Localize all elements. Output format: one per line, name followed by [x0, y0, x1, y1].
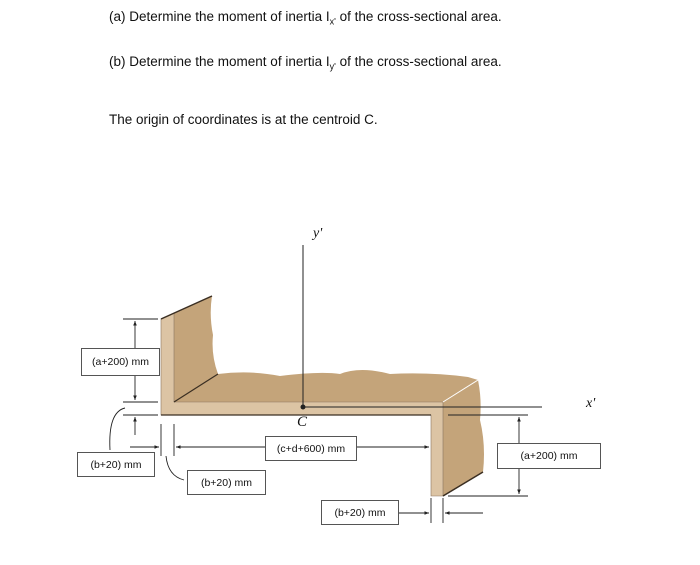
question-b-subscript: y' [329, 61, 336, 72]
dim-right-height-label: (a+200) mm [497, 443, 601, 469]
question-a-subscript: x' [329, 16, 336, 27]
centroid-dot [301, 405, 306, 410]
dim-web-thickness-label: (b+20) mm [187, 470, 266, 495]
centroid-label: C [297, 414, 308, 430]
dim-width-label: (c+d+600) mm [265, 436, 357, 461]
x-axis-label: x' [586, 396, 596, 411]
question-a-suffix: of the cross-sectional area. [335, 9, 502, 24]
question-b-text: (b) Determine the moment of inertia I [109, 54, 330, 69]
centroid-note: The origin of coordinates is at the centroid C. [109, 112, 378, 127]
dim-left-height-label: (a+200) mm [81, 348, 160, 376]
dim-left-thickness-label: (b+20) mm [77, 452, 155, 477]
web-surface [174, 370, 478, 402]
y-axis-label: y' [313, 226, 323, 241]
question-a-text: (a) Determine the moment of inertia I [109, 9, 330, 24]
dim-right-thickness-label: (b+20) mm [321, 500, 399, 525]
question-b-suffix: of the cross-sectional area. [335, 54, 502, 69]
